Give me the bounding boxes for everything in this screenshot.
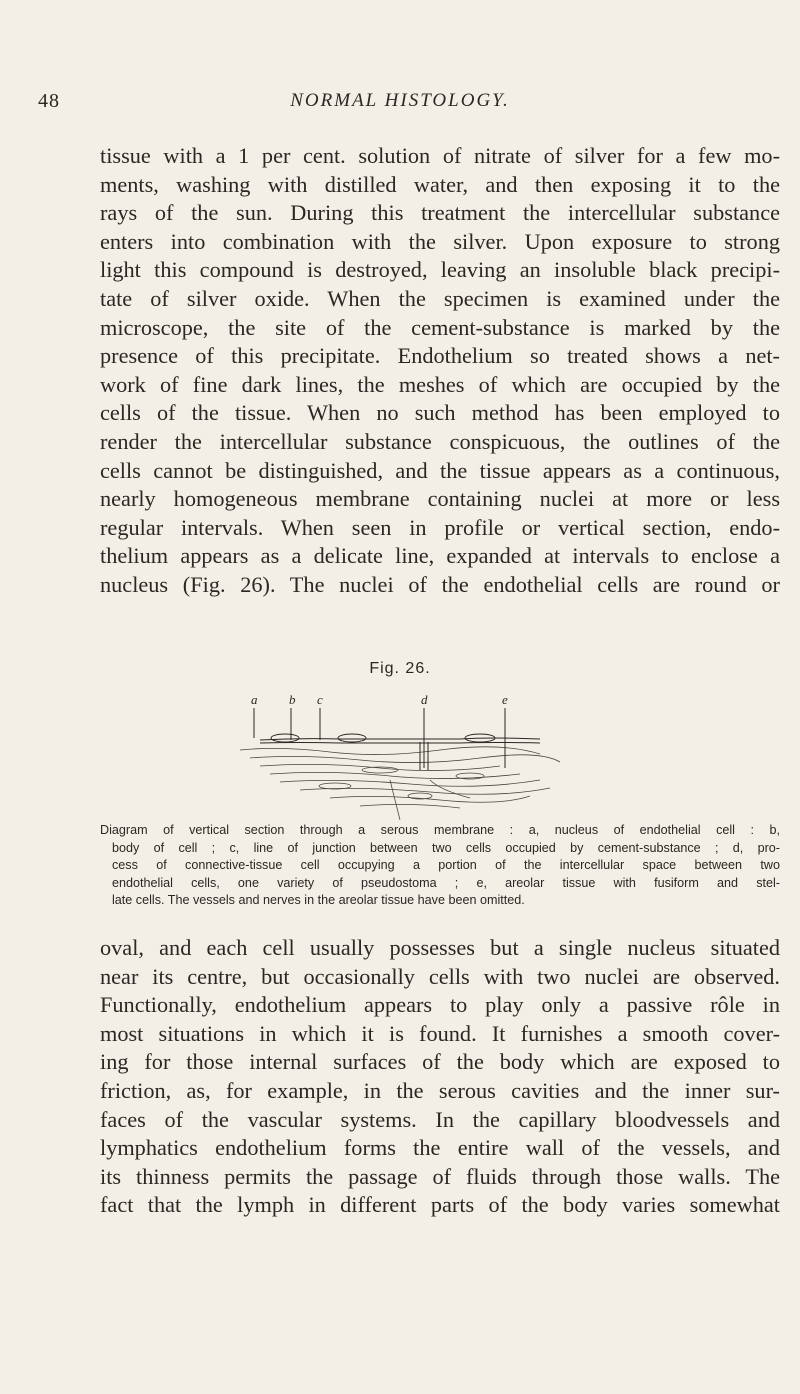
text-line: friction, as, for example, in the serous cavities and the inner sur- (100, 1077, 780, 1103)
text-line: nearly homogeneous membrane containing nuclei at more or less (100, 486, 780, 512)
text-line: most situations in which it is found. It furnishes a smooth cover- (100, 1020, 780, 1046)
paragraph-2 (100, 934, 780, 1220)
leader-lines (254, 708, 505, 768)
paragraph-1 (100, 142, 780, 600)
page-number: 48 (38, 90, 60, 112)
text-line: thelium appears as a delicate line, expanded at intervals to enclose a (100, 543, 780, 569)
text-line: ing for those internal surfaces of the body which are exposed to (100, 1049, 780, 1075)
text-line: fact that the lymph in different parts of the body varies somewhat (100, 1192, 780, 1218)
text-line: ments, washing with distilled water, and then exposing it to the (100, 171, 780, 197)
running-title: NORMAL HISTOLOGY. (290, 90, 510, 111)
areolar-tissue (240, 747, 560, 820)
text-line: cells of the tissue. When no such method has been employed to (100, 400, 780, 426)
caption-line: body of cell ; c, line of junction between two cells occupied by cement-substance ; d, pro- (112, 840, 780, 855)
text-line: lymphatics endothelium forms the entire wall of the vessels, and (100, 1135, 780, 1161)
figure-caption (100, 822, 780, 910)
figure-label-b: b (289, 692, 296, 707)
text-line: tissue with a 1 per cent. solution of nitrate of silver for a few mo- (100, 143, 780, 168)
figure-label-c: c (317, 692, 323, 707)
caption-line: Diagram of vertical section through a serous membrane : a, nucleus of endothelial cell : b, (100, 823, 780, 837)
text-line: rays of the sun. During this treatment the intercellular substance (100, 200, 780, 226)
text-line: tate of silver oxide. When the specimen is examined under the (100, 285, 780, 311)
page-header (0, 90, 800, 120)
text-line: render the intercellular substance conspicuous, the outlines of the (100, 428, 780, 454)
figure-title: Fig. 26. (369, 660, 431, 677)
figure-label-d: d (421, 692, 428, 707)
text-line: light this compound is destroyed, leaving an insoluble black precipi- (100, 257, 780, 283)
text-line: its thinness permits the passage of fluids through those walls. The (100, 1163, 780, 1189)
figure-label-e: e (502, 692, 508, 707)
text-line: presence of this precipitate. Endothelium so treated shows a net- (100, 343, 780, 369)
figure-diagram (240, 680, 620, 820)
caption-line: endothelial cells, one variety of pseudostoma ; e, areolar tissue with fusiform and stel- (112, 875, 780, 890)
text-line: faces of the vascular systems. In the capillary bloodvessels and (100, 1106, 780, 1132)
text-line: Functionally, endothelium appears to play only a passive rôle in (100, 992, 780, 1018)
caption-line: late cells. The vessels and nerves in the areolar tissue have been omitted. (112, 893, 525, 908)
figure-label-a: a (251, 692, 258, 707)
text-line: work of fine dark lines, the meshes of which are occupied by the (100, 371, 780, 397)
text-line: enters into combination with the silver. Upon exposure to strong (100, 228, 780, 254)
text-line: regular intervals. When seen in profile or vertical section, endo- (100, 514, 780, 540)
text-line: cells cannot be distinguished, and the tissue appears as a continuous, (100, 457, 780, 483)
text-line: near its centre, but occasionally cells with two nuclei are observed. (100, 963, 780, 989)
text-line: microscope, the site of the cement-substance is marked by the (100, 314, 780, 340)
caption-line: cess of connective-tissue cell occupying a portion of the intercellular space between two (112, 858, 780, 873)
text-line: oval, and each cell usually possesses but a single nucleus situated (100, 935, 780, 960)
text-line: nucleus (Fig. 26). The nuclei of the endothelial cells are round or (100, 571, 780, 597)
